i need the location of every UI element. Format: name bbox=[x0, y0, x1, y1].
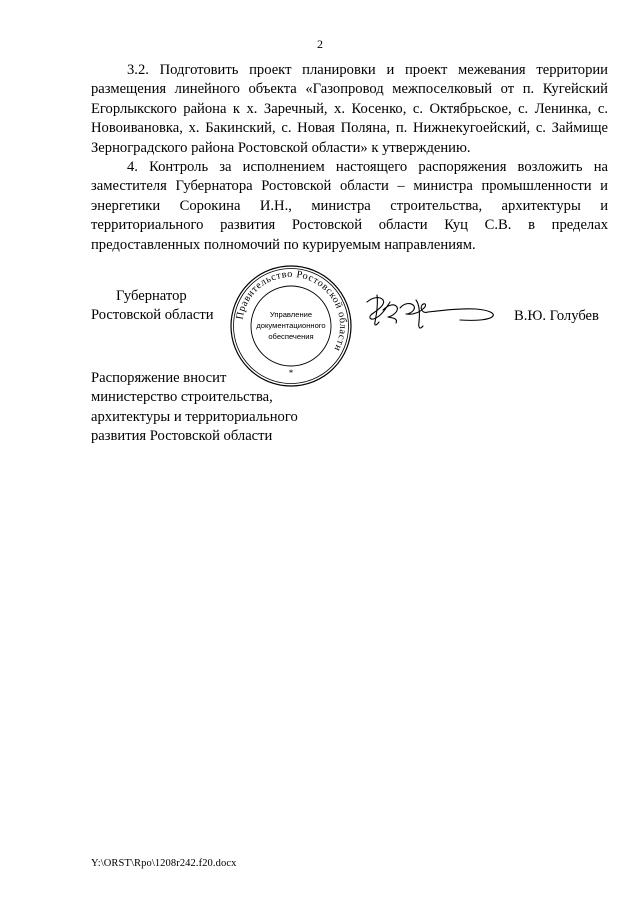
stamp-star: * bbox=[288, 368, 294, 378]
originator-line2: министерство строительства, bbox=[91, 389, 273, 406]
stamp-center-line2: документационного bbox=[256, 321, 326, 330]
signatory-role-line2: Ростовской области bbox=[91, 307, 214, 324]
footer-file-path: Y:\ORST\Rpo\1208r242.f20.docx bbox=[91, 858, 237, 869]
signatory-name: В.Ю. Голубев bbox=[514, 308, 599, 324]
paragraph-4: 4. Контроль за исполнением настоящего распоряжения возложить на заместителя Губернатора Ростовской области – министра промышленности и энергетики Сорокина И.Н., министра строительства, архитектуры и территориального развития Ростовской области Куц С.В. в пределах предоставленных полномочий по курируемым направлениям. bbox=[91, 159, 608, 253]
originator-line3: архитектуры и территориального bbox=[91, 408, 298, 425]
body-text bbox=[91, 61, 608, 255]
originator-line1: Распоряжение вносит bbox=[91, 370, 227, 386]
stamp-center-line1: Управление bbox=[269, 310, 313, 319]
paragraph-3-2: 3.2. Подготовить проект планировки и проект межевания территории размещения линейного объекта «Газопровод межпоселковый от п. Кугейский Егорлыкского района к х. Заречный, х. Косенко, с. Октябрьское, с. Ленинка, с. Новоивановка, х. Бакинский, с. Новая Поляна, п. Нижнекугоейский, с. Займище Зерноградского района Ростовской области» к утверждению. bbox=[91, 62, 608, 156]
signatory-role-line1: Губернатор bbox=[116, 288, 187, 304]
signatory-role bbox=[91, 287, 214, 326]
handwritten-signature bbox=[364, 288, 498, 334]
stamp-center-line3: обеспечения bbox=[268, 332, 314, 341]
page-number: 2 bbox=[317, 37, 323, 51]
originator-line4: развития Ростовской области bbox=[91, 428, 273, 445]
document-originator bbox=[91, 369, 298, 447]
stamp-ring-text: Правительство Ростовской области bbox=[234, 268, 349, 354]
